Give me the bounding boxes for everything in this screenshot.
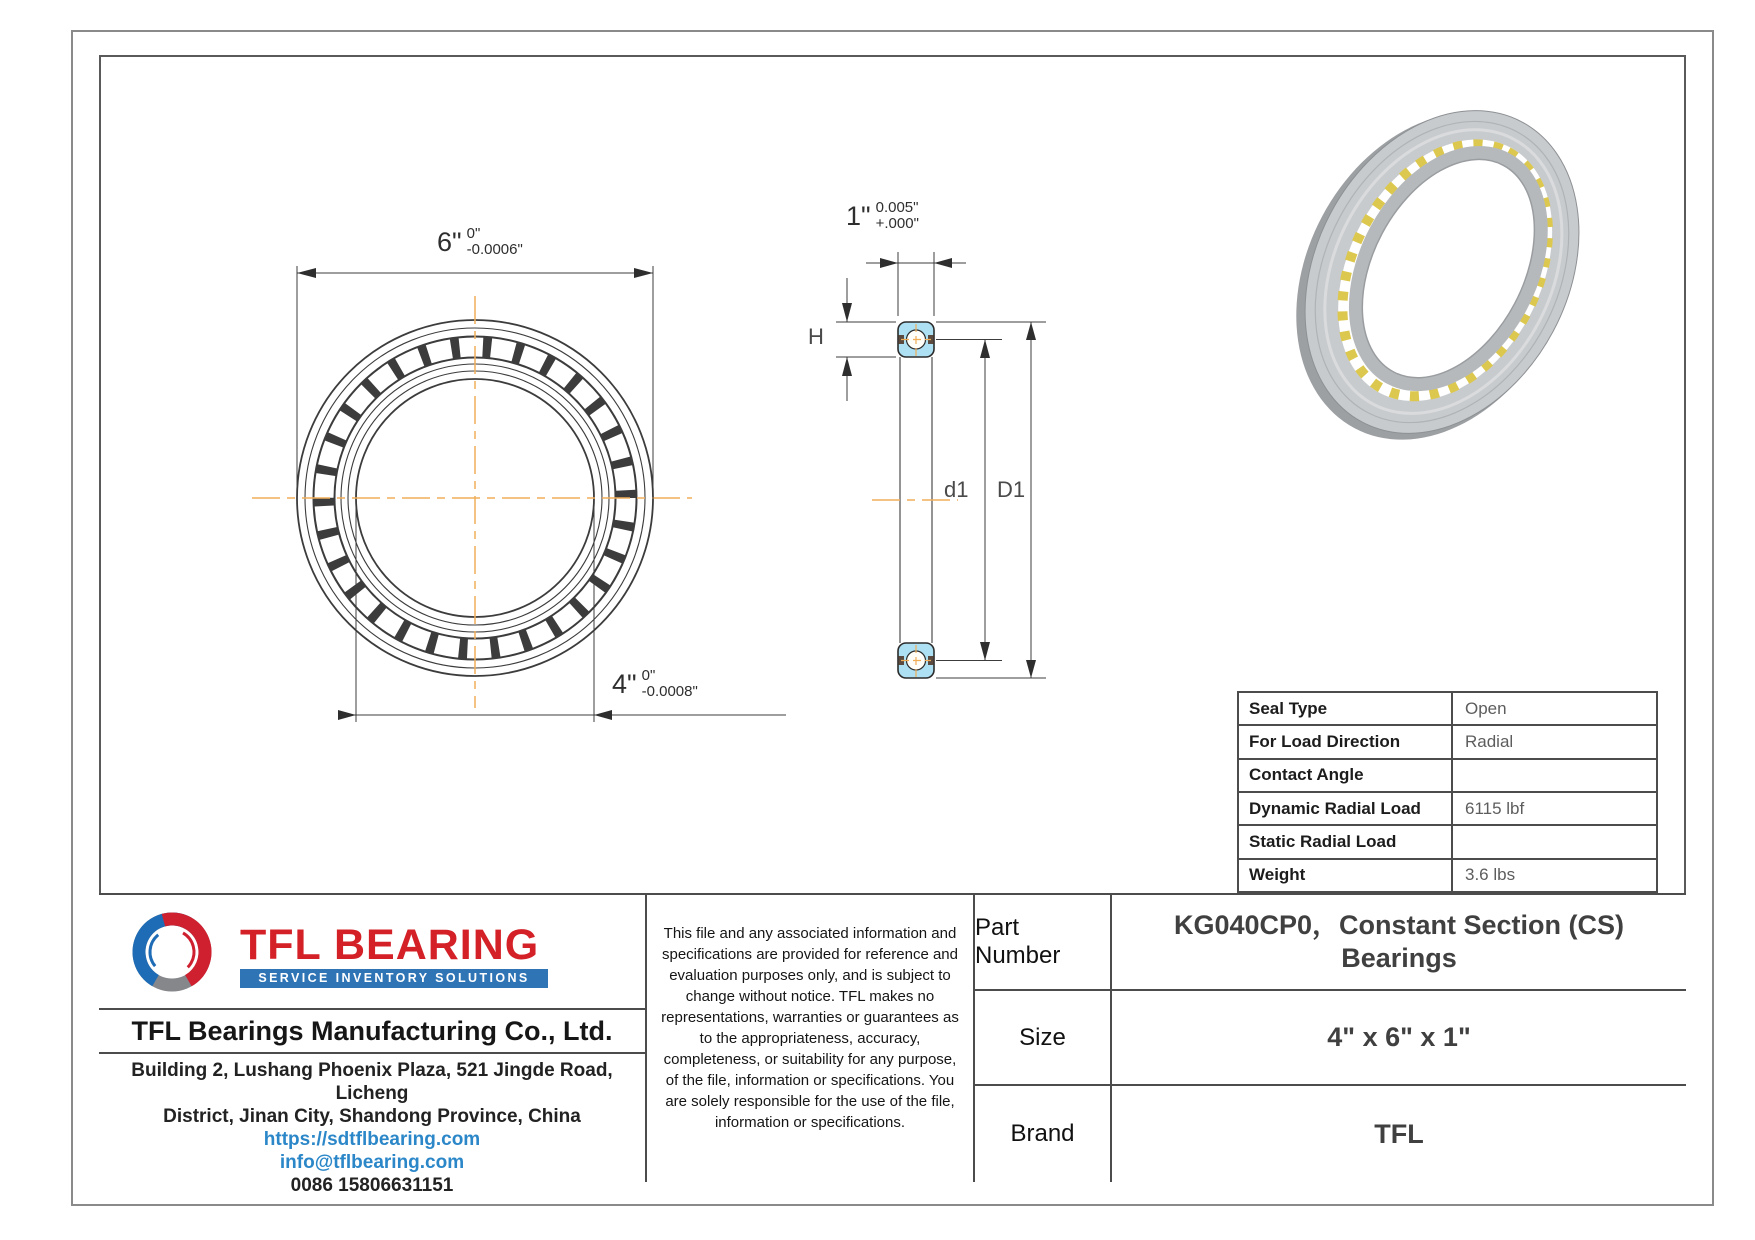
section-width-value: 1" <box>846 200 871 231</box>
outer-diameter-dim-text <box>437 226 523 258</box>
table-row <box>1239 724 1656 757</box>
brand-value: TFL <box>1110 1086 1686 1182</box>
spec-value-weight: 3.6 lbs <box>1465 865 1516 885</box>
part-number-value: KG040CP0，Constant Section (CS) Bearings <box>1110 895 1686 991</box>
tfl-logo-icon <box>127 907 217 997</box>
section-width-dim-text <box>846 200 919 232</box>
table-row <box>1239 791 1656 824</box>
phone-number: 0086 15806631151 <box>290 1175 454 1196</box>
spec-label-load-direction: For Load Direction <box>1239 726 1453 757</box>
title-block <box>99 893 1686 1196</box>
inner-race-dia-label: d1 <box>944 477 969 502</box>
spec-value-contact-angle <box>1453 760 1656 791</box>
spec-value-load-direction: Radial <box>1465 731 1514 751</box>
spec-label-weight: Weight <box>1239 860 1453 891</box>
logo-cell <box>99 895 645 1010</box>
brand-logo-text: TFL BEARING <box>240 921 540 969</box>
spec-value-dynamic-load: 6115 lbf <box>1465 798 1525 818</box>
section-height-label: H <box>808 324 824 349</box>
bore-diameter-tolerance: 0" -0.0008" <box>641 667 698 700</box>
website-link[interactable]: https://sdtflbearing.com <box>263 1129 481 1150</box>
email-link[interactable]: info@tflbearing.com <box>279 1152 465 1173</box>
outer-diameter-tolerance: 0" -0.0006" <box>466 225 523 258</box>
bore-diameter-value: 4" <box>612 668 637 699</box>
spec-label-seal-type: Seal Type <box>1239 693 1453 724</box>
size-label: Size <box>975 991 1110 1086</box>
spec-label-dynamic-load: Dynamic Radial Load <box>1239 793 1453 824</box>
outer-race-dia-label: D1 <box>997 477 1026 502</box>
company-name: TFL Bearings Manufacturing Co., Ltd. <box>99 1010 645 1054</box>
outer-diameter-value: 6" <box>437 226 462 257</box>
company-address-block <box>99 1054 645 1196</box>
brand-label: Brand <box>1010 1120 1075 1147</box>
table-row <box>1239 824 1656 857</box>
size-value: 4" x 6" x 1" <box>1110 991 1686 1086</box>
spec-label-contact-angle: Contact Angle <box>1239 760 1453 791</box>
section-width-tolerance: 0.005" +.000" <box>875 199 919 232</box>
table-row <box>1239 693 1656 724</box>
address-line-2: District, Jinan City, Shandong Province, China <box>163 1106 581 1127</box>
bore-diameter-dim-text <box>612 668 698 700</box>
spec-value-seal-type: Open <box>1465 698 1507 718</box>
table-row <box>1239 858 1656 891</box>
table-row <box>1239 758 1656 791</box>
part-number-label: Part Number <box>975 895 1110 991</box>
brand-slogan-banner: SERVICE INVENTORY SOLUTIONS <box>240 969 548 988</box>
address-line-1: Building 2, Lushang Phoenix Plaza, 521 Jingde Road, Licheng <box>131 1060 613 1104</box>
spec-label-static-load: Static Radial Load <box>1239 826 1453 857</box>
spec-table <box>1237 691 1658 893</box>
spec-value-static-load <box>1453 826 1656 857</box>
disclaimer-text: This file and any associated information and specifications are provided for reference and evaluation purposes only, and is subject to change without notice. TFL makes no representations, warranties or guarantees as to the appropriateness, accuracy, completeness, or suitability for any purpose, of the file, information or specifications. You are solely responsible for the use of the file, information or specifications. <box>645 895 975 1182</box>
